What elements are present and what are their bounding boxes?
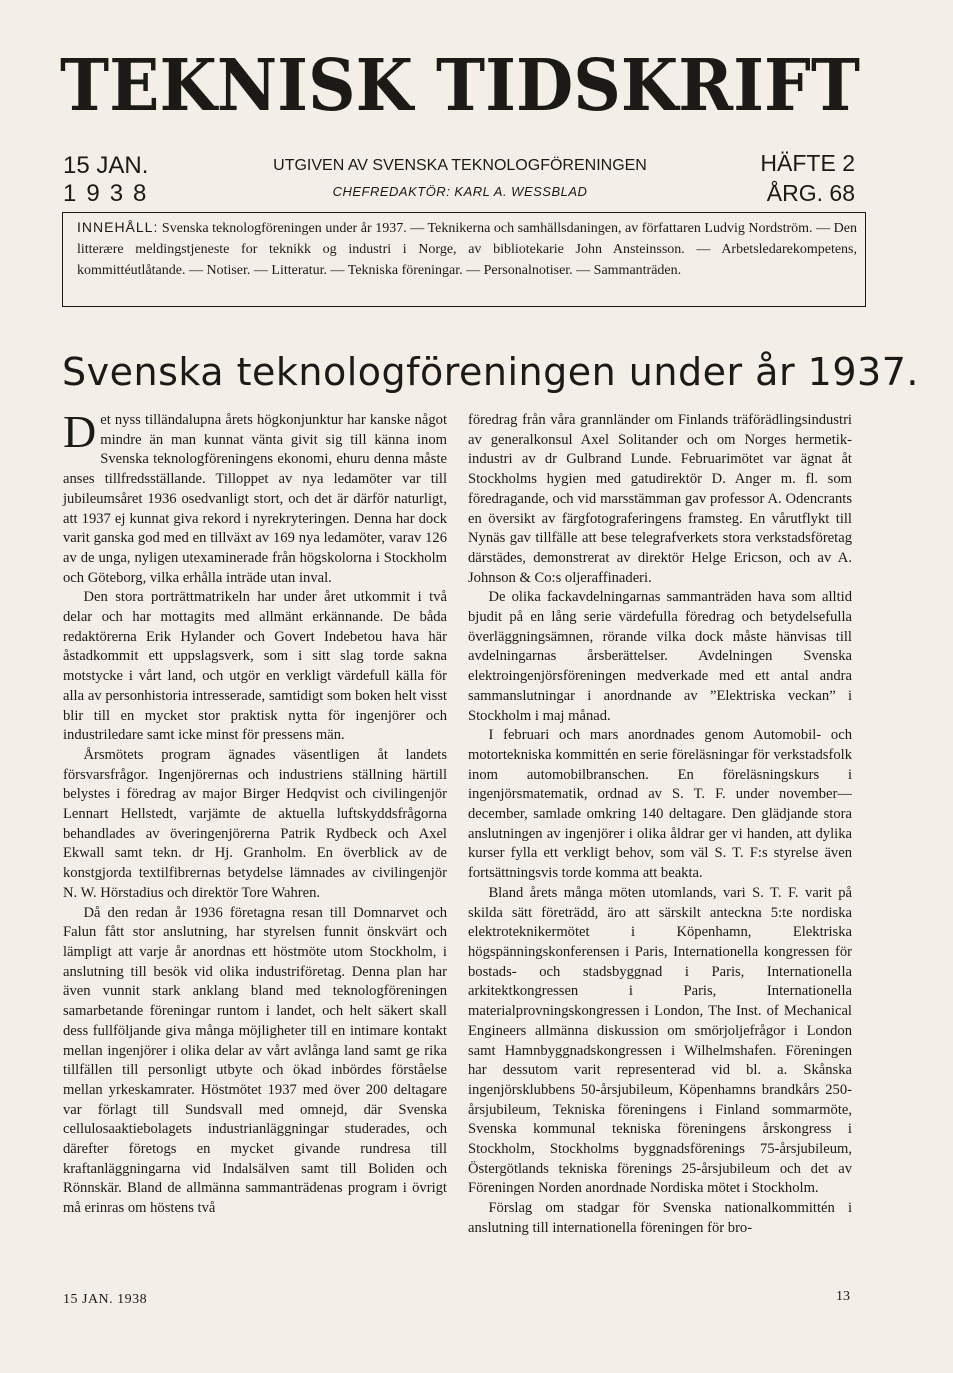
table-of-contents bbox=[62, 212, 866, 307]
paragraph-text: et nyss tilländalupna årets högkonjunktur har kanske något mindre än man kunnat vänta givit sig till känna inom Svenska teknologföreningens ekonomi, ehuru denna måste anses tillfredsställande. Tilloppet av nya ledamöter var till jubileumsåret 1936 osedvanligt stort, och det är därför naturligt, att 1937 ej kunnat giva rekord i nyrekryteringen. Denna har dock varit ganska god med en tillväxt av 169 nya ledamöter, varav 126 av de unga, nyligen utexaminerade från högskolorna i Stockholm och Göteborg, vilka erhålla inträde utan inval. bbox=[63, 412, 447, 586]
article-paragraph: Den stora porträttmatrikeln har under året utkommit i två delar och har mottagits med allmänt erkännande. De båda redaktörerna Erik Hylander och Govert Indebetou hava här åstadkommit ett uppslagsverk, som i sitt slag torde sakna motstycke i vårt land, och utgör en verkligt värdefull källa för alla av personhistoria intresserade, samtidigt som boken helt visst blir till en mycket stor praktisk nytta för ingenjörer och industriledare samt icke minst för pressens män. bbox=[63, 589, 447, 744]
article-paragraph: I februari och mars anordnades genom Automobil- och motortekniska kommittén en serie föreläsningar för verkstadsfolk inom automobilbranschen. En föreläsningskurs i ingenjörsmatematik, ordnad av S. T. F. under november—december, samlade omkring 140 deltagare. Den glädjande stora anslutningen av ingenjörer i olika åldrar ger vi handen, att dylika kurser fylla ett verkligt behov, som väl S. T. F:s styrelse även fortsättningsvis torde komma att beakta. bbox=[468, 727, 852, 882]
volume-number: ÅRG. 68 bbox=[766, 180, 855, 206]
editor-line: CHEFREDAKTÖR: KARL A. WESSBLAD bbox=[332, 184, 588, 199]
article-paragraph: De olika fackavdelningarnas sammanträden hava som alltid bjudit på en lång serie värdefulla föredrag och betydelsefulla överläggningsämnen, rörande vilka dock måste hänvisas till avdelningarnas årsberättelser. Avdelningen Svenska elektroingenjörsföreningen medverkade med ett antal andra sammanslutningar i anordnande av ”Elektriska veckan” i Stockholm i maj månad. bbox=[468, 589, 852, 724]
article-title: Svenska teknologföreningen under år 1937. bbox=[62, 350, 919, 394]
masthead-title: TEKNISK TIDSKRIFT bbox=[60, 42, 860, 128]
article-paragraph bbox=[63, 406, 447, 588]
article-paragraph: Förslag om stadgar för Svenska nationalkommittén i anslutning till internationella föreningen för bro- bbox=[468, 1200, 852, 1236]
article-column-right bbox=[468, 411, 852, 1239]
issue-year: 1938 bbox=[63, 180, 157, 207]
contents-text: Svenska teknologföreningen under år 1937. — Teknikerna och samhällsdaningen, av författaren Ludvig Nordström. — Den litterære meldingstjeneste for teknikk og industri i Norge, av bibliotekarie John Ansteinsson. — Arbetsledarekompetens, kommittéutlåtande. — Notiser. — Litteratur. — Tekniska föreningar. — Personalnotiser. — Sammanträden. bbox=[77, 221, 857, 278]
article-paragraph: Bland årets många möten utomlands, vari S. T. F. varit på skilda sätt företrädd, äro att särskilt anteckna 5:te nordiska elektroteknikermötet i Köpenhamn, Elektriska högspänningskonferensen i Paris, Internationella kongressen för bostads- och stadsbyggnad i Paris, Internationella arkitektkongressen i Paris, Internationella materialprovningskongressen i London, The Inst. of Mechanical Engineers allmänna diskussion om smörjoljefrågor i London samt Hamnbyggnadskongressen i Wilhelmshafen. Föreningen har dessutom varit representerad vid bl. a. Skånska ingenjörsklubbens 50-årsjubileum, Köpenhamns brandkårs 250-årsjubileum, Tekniska föreningens i Finland sommarmöte, Svenska kommunal tekniska föreningens årskongress i Stockholm, Stockholms byggnadsförenings 75-årsjubileum, Östergötlands tekniska förenings 25-årsjubileum och det av Föreningen Norden anordnade Nordiska mötet i Stockholm. bbox=[468, 884, 852, 1197]
article-paragraph: föredrag från våra grannländer om Finlands träförädlingsindustri av generalkonsul Axel Solitander och om Norges hermetik-industri av dr Gulbrand Lunde. Februarimötet var ägnat åt Stockholms hygien med gatudirektör D. Anger m. fl. som föredragande, och vid marsstämman gav professor A. Odencrants en översikt av färgfotograferingens framsteg. En vårutflykt till Nynäs gav tillfälle att bese telegrafverkets stora verkstadsföretag därstädes, demonstrerat av direktör Helge Ericson, och av A. Johnson & Co:s oljeraffinaderi. bbox=[468, 412, 852, 586]
publisher-line: UTGIVEN AV SVENSKA TEKNOLOGFÖRENINGEN bbox=[273, 157, 647, 174]
contents-label: INNEHÅLL: bbox=[77, 219, 159, 235]
page-number: 13 bbox=[836, 1289, 850, 1304]
article-column-left bbox=[63, 406, 447, 1219]
article-paragraph: Årsmötets program ägnades väsentligen åt landets försvarsfrågor. Ingenjörernas och industriens ställning härtill belystes i föredrag av major Birger Hedqvist och civilingenjör Lennart Hellstedt, varjämte de aktuella luftskyddsfrågorna behandlades av överingenjörerna Patrik Rydbeck och Axel Ekwall samt tekn. dr Hj. Granholm. En överblick av de konstgjorda textilfibrernas betydelse lämnades av civilingenjör N. W. Hörstadius och direktör Tore Wahren. bbox=[63, 746, 447, 901]
footer-date: 15 JAN. 1938 bbox=[63, 1292, 148, 1307]
drop-cap: D bbox=[63, 406, 97, 457]
issue-date: 15 JAN. bbox=[63, 152, 149, 179]
issue-number: HÄFTE 2 bbox=[760, 150, 855, 176]
article-paragraph: Då den redan år 1936 företagna resan till Domnarvet och Falun fått stor anslutning, har styrelsen funnit önskvärt och lämpligt att varje år anordnas ett höstmöte utom Stockholm, i anslutning till besök vid olika industriföretag. Denna plan har även vunnit stark anklang bland med teknologföreningen samarbetande föreningar runtom i landet, och helt säkert skall dess fullföljande giva många möjligheter till en intimare kontakt mellan ingenjörer i olika delar av vårt avlånga land samt ge rika tillfällen till personligt utbyte och ökad inbördes förståelse mellan yrkeskamrater. Höstmötet 1937 med över 200 deltagare var förlagt till Sundsvall med omnejd, där Svenska cellulosaaktiebolagets industrianläggningar studerades, och därefter företogs en mycket givande rundresa till kraftanläggningarna vid Indalsälven samt till Boliden och Rönnskär. Bland de allmänna sammanträdenas program i övrigt må erinras om höstens två bbox=[63, 904, 447, 1217]
